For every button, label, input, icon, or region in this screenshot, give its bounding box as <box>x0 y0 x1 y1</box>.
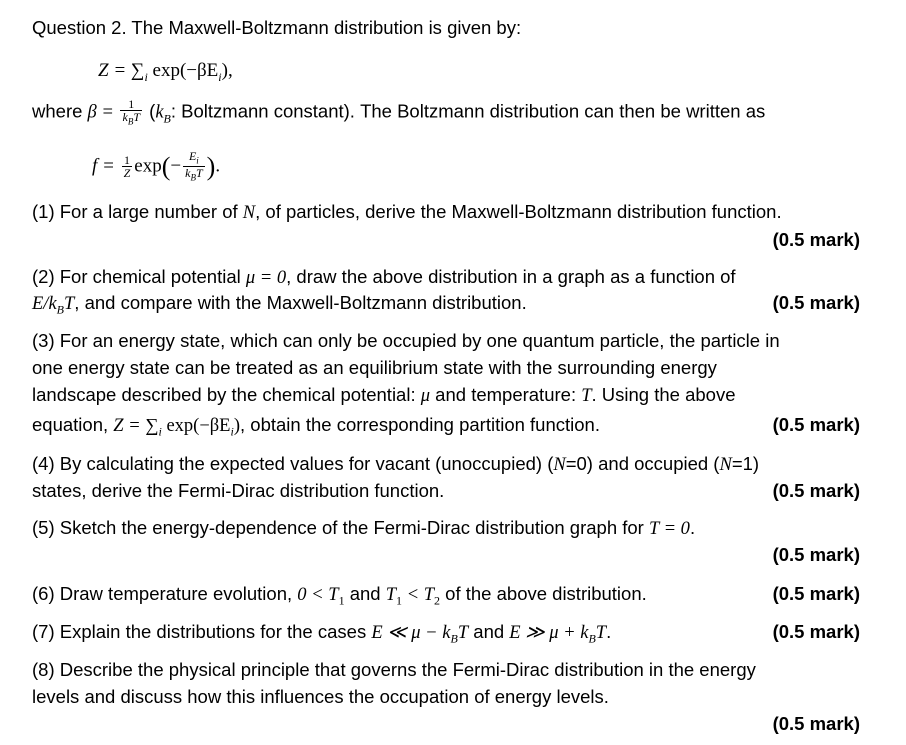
question-1-mark: (0.5 mark) <box>772 229 860 250</box>
question-8-mark: (0.5 mark) <box>772 713 860 734</box>
question-2-line-2: $E/k_BT$, and compare with the Maxwell-Boltzmann distribution. <box>32 292 527 317</box>
question-3-line-4: equation, $Z = \sum_i$ $\exp(-\beta E_i)$, obtain the corresponding partition function. <box>32 414 600 439</box>
question-7-mark: (0.5 mark) <box>772 621 860 642</box>
boltzmann-distribution-equation: f = $\frac{1}{Z}$ exp(− $\frac{E_i}{k_BT}$ ). <box>92 149 221 183</box>
beta-fraction: $\frac{1}{k_BT}$ <box>122 97 140 127</box>
question-5-mark: (0.5 mark) <box>772 544 860 565</box>
beta-definition-line: where β = $\frac{1}{k_BT}$ ($k_B$: Boltzmann constant). The Boltzmann distribution can then be written as <box>32 97 766 127</box>
question-4-mark: (0.5 mark) <box>772 480 860 501</box>
question-title: Question 2. The Maxwell-Boltzmann distribution is given by: <box>32 17 522 38</box>
question-3-mark: (0.5 mark) <box>772 414 860 435</box>
question-2-line-1: (2) For chemical potential μ = 0, draw the above distribution in a graph as a function of <box>32 266 736 288</box>
question-7-text: (7) Explain the distributions for the cases E ≪ $\mu - k_BT$ and E ≫ $\mu + k_BT$. <box>32 621 612 646</box>
question-4-line-2: states, derive the Fermi-Dirac distribution function. <box>32 480 445 501</box>
question-6-text: (6) Draw temperature evolution, $0 < T_1$ and $T_1 < T_2$ of the above distribution. <box>32 583 647 608</box>
question-6-mark: (0.5 mark) <box>772 583 860 604</box>
partition-function-equation: $Z = \sum_i$ $\exp(-\beta E_i)$, <box>98 60 233 84</box>
question-4-line-1: (4) By calculating the expected values for vacant (unoccupied) (N=0) and occupied (N=1) <box>32 453 760 475</box>
question-8-line-1: (8) Describe the physical principle that governs the Fermi-Dirac distribution in the energy <box>32 659 756 680</box>
question-1-text: (1) For a large number of N, of particles, derive the Maxwell-Boltzmann distribution function. <box>32 201 782 223</box>
question-3-line-1: (3) For an energy state, which can only be occupied by one quantum particle, the particle in <box>32 330 780 351</box>
question-2-mark: (0.5 mark) <box>772 292 860 313</box>
question-3-line-3: landscape described by the chemical potential: μ and temperature: T. Using the above <box>32 384 736 406</box>
question-8-line-2: levels and discuss how this influences the occupation of energy levels. <box>32 686 609 707</box>
question-3-line-2: one energy state can be treated as an equilibrium state with the surrounding energy <box>32 357 717 378</box>
question-5-text: (5) Sketch the energy-dependence of the Fermi-Dirac distribution graph for T = 0. <box>32 517 696 539</box>
